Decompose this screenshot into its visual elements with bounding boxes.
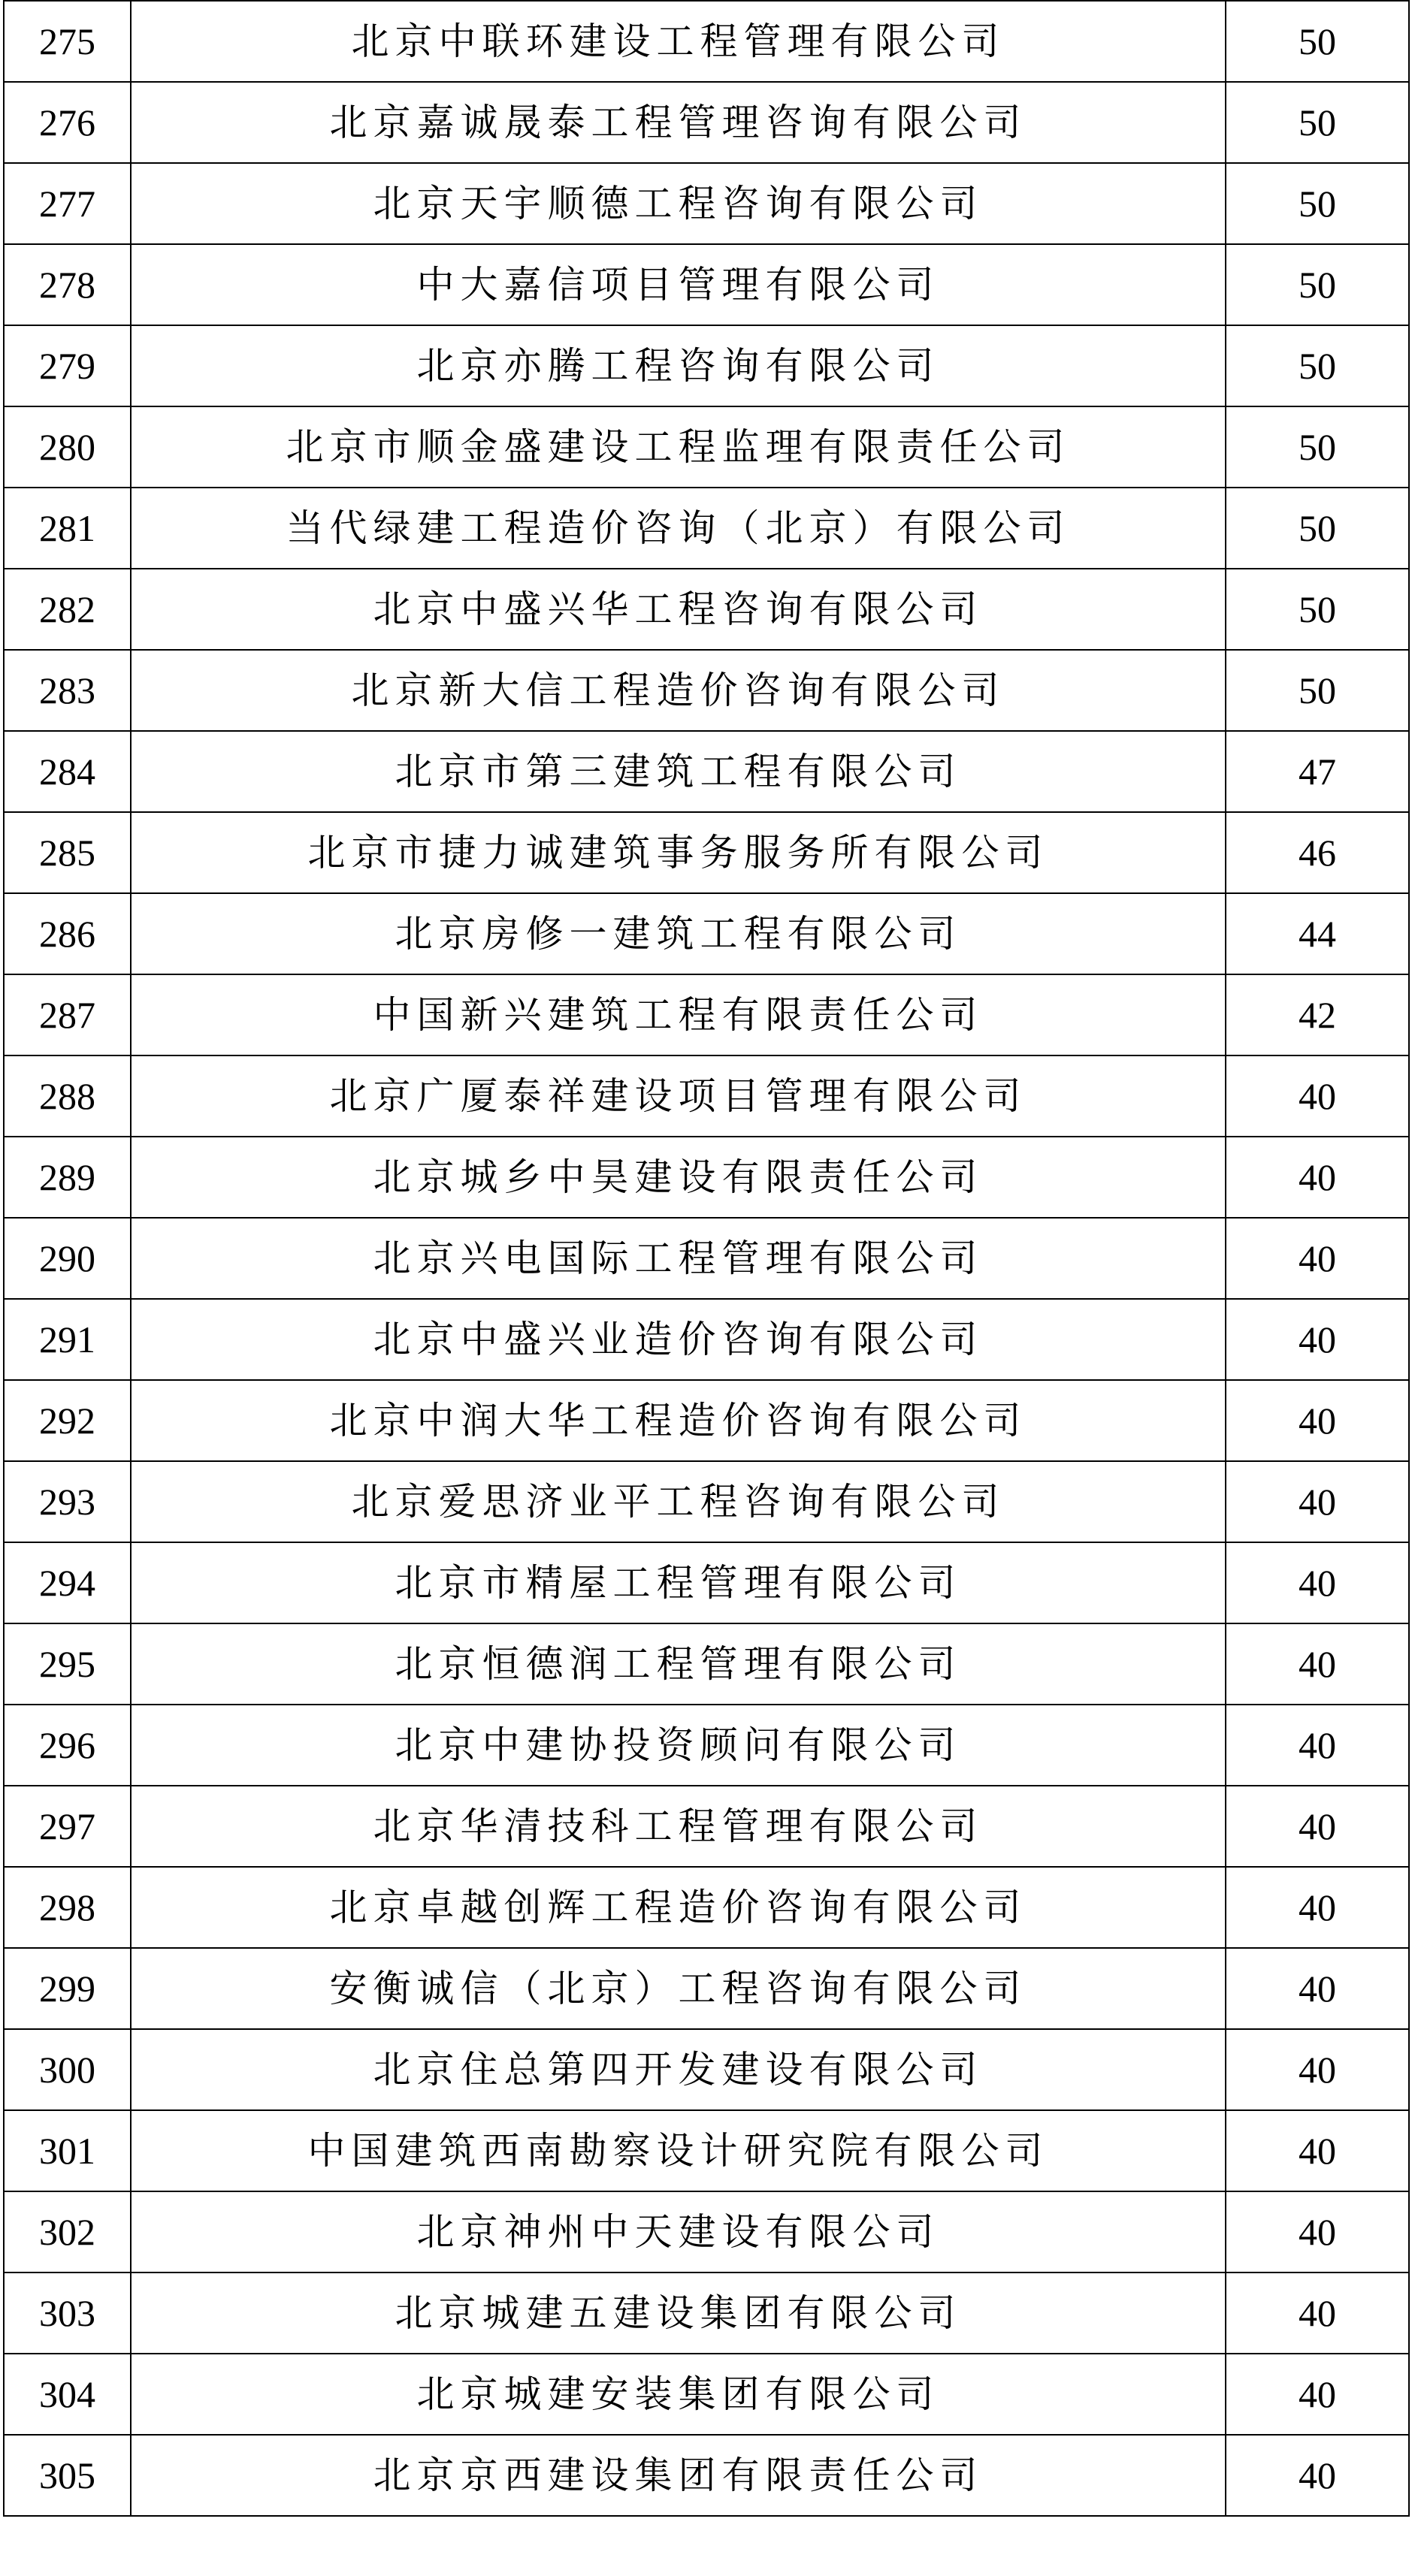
score-cell: 40 bbox=[1226, 2110, 1409, 2191]
table-row bbox=[4, 1542, 1409, 1623]
row-number-cell: 301 bbox=[4, 2110, 131, 2191]
row-number-cell: 291 bbox=[4, 1299, 131, 1380]
table-row bbox=[4, 244, 1409, 325]
row-number-cell: 276 bbox=[4, 82, 131, 163]
company-name-cell: 北京神州中天建设有限公司 bbox=[131, 2191, 1226, 2272]
company-name-cell: 北京恒德润工程管理有限公司 bbox=[131, 1623, 1226, 1705]
company-name-cell: 中国新兴建筑工程有限责任公司 bbox=[131, 974, 1226, 1055]
table-row bbox=[4, 1623, 1409, 1705]
row-number-cell: 288 bbox=[4, 1055, 131, 1137]
table-row bbox=[4, 893, 1409, 974]
score-cell: 46 bbox=[1226, 812, 1409, 893]
company-name-cell: 中国建筑西南勘察设计研究院有限公司 bbox=[131, 2110, 1226, 2191]
company-name-cell: 北京城建五建设集团有限公司 bbox=[131, 2272, 1226, 2354]
score-cell: 50 bbox=[1226, 569, 1409, 650]
score-cell: 40 bbox=[1226, 1542, 1409, 1623]
row-number-cell: 300 bbox=[4, 2029, 131, 2110]
row-number-cell: 284 bbox=[4, 731, 131, 812]
score-cell: 40 bbox=[1226, 2272, 1409, 2354]
row-number-cell: 298 bbox=[4, 1867, 131, 1948]
company-name-cell: 北京中润大华工程造价咨询有限公司 bbox=[131, 1380, 1226, 1461]
row-number-cell: 279 bbox=[4, 325, 131, 406]
row-number-cell: 297 bbox=[4, 1786, 131, 1867]
company-name-cell: 中大嘉信项目管理有限公司 bbox=[131, 244, 1226, 325]
company-name-cell: 北京中盛兴华工程咨询有限公司 bbox=[131, 569, 1226, 650]
score-cell: 50 bbox=[1226, 650, 1409, 731]
row-number-cell: 285 bbox=[4, 812, 131, 893]
row-number-cell: 294 bbox=[4, 1542, 131, 1623]
company-name-cell: 北京中建协投资顾问有限公司 bbox=[131, 1705, 1226, 1786]
table-row bbox=[4, 2110, 1409, 2191]
row-number-cell: 290 bbox=[4, 1218, 131, 1299]
row-number-cell: 303 bbox=[4, 2272, 131, 2354]
row-number-cell: 286 bbox=[4, 893, 131, 974]
score-cell: 40 bbox=[1226, 2029, 1409, 2110]
company-name-cell: 北京爱思济业平工程咨询有限公司 bbox=[131, 1461, 1226, 1542]
row-number-cell: 280 bbox=[4, 406, 131, 488]
table-row bbox=[4, 974, 1409, 1055]
row-number-cell: 304 bbox=[4, 2354, 131, 2435]
score-cell: 40 bbox=[1226, 1137, 1409, 1218]
row-number-cell: 287 bbox=[4, 974, 131, 1055]
company-name-cell: 北京市顺金盛建设工程监理有限责任公司 bbox=[131, 406, 1226, 488]
score-cell: 50 bbox=[1226, 406, 1409, 488]
table-row bbox=[4, 1867, 1409, 1948]
company-name-cell: 北京市精屋工程管理有限公司 bbox=[131, 1542, 1226, 1623]
table-row bbox=[4, 1705, 1409, 1786]
row-number-cell: 302 bbox=[4, 2191, 131, 2272]
score-cell: 40 bbox=[1226, 1705, 1409, 1786]
company-name-cell: 北京亦腾工程咨询有限公司 bbox=[131, 325, 1226, 406]
row-number-cell: 299 bbox=[4, 1948, 131, 2029]
company-name-cell: 北京新大信工程造价咨询有限公司 bbox=[131, 650, 1226, 731]
score-cell: 44 bbox=[1226, 893, 1409, 974]
row-number-cell: 275 bbox=[4, 1, 131, 82]
company-name-cell: 北京中联环建设工程管理有限公司 bbox=[131, 1, 1226, 82]
company-name-cell: 北京京西建设集团有限责任公司 bbox=[131, 2435, 1226, 2516]
table-row bbox=[4, 812, 1409, 893]
table-row bbox=[4, 1461, 1409, 1542]
score-cell: 50 bbox=[1226, 325, 1409, 406]
score-cell: 40 bbox=[1226, 1623, 1409, 1705]
row-number-cell: 295 bbox=[4, 1623, 131, 1705]
table-row bbox=[4, 1299, 1409, 1380]
score-cell: 40 bbox=[1226, 2435, 1409, 2516]
row-number-cell: 289 bbox=[4, 1137, 131, 1218]
table-body bbox=[4, 1, 1409, 2516]
company-name-cell: 北京市捷力诚建筑事务服务所有限公司 bbox=[131, 812, 1226, 893]
row-number-cell: 305 bbox=[4, 2435, 131, 2516]
row-number-cell: 283 bbox=[4, 650, 131, 731]
score-cell: 40 bbox=[1226, 1055, 1409, 1137]
table-row bbox=[4, 82, 1409, 163]
table-row bbox=[4, 2191, 1409, 2272]
table-row bbox=[4, 488, 1409, 569]
score-cell: 40 bbox=[1226, 1380, 1409, 1461]
score-cell: 42 bbox=[1226, 974, 1409, 1055]
score-cell: 40 bbox=[1226, 1786, 1409, 1867]
score-cell: 50 bbox=[1226, 163, 1409, 244]
company-name-cell: 北京华清技科工程管理有限公司 bbox=[131, 1786, 1226, 1867]
row-number-cell: 293 bbox=[4, 1461, 131, 1542]
table-row bbox=[4, 1786, 1409, 1867]
table-row bbox=[4, 325, 1409, 406]
table-row bbox=[4, 731, 1409, 812]
table-row bbox=[4, 2029, 1409, 2110]
row-number-cell: 282 bbox=[4, 569, 131, 650]
company-name-cell: 北京卓越创辉工程造价咨询有限公司 bbox=[131, 1867, 1226, 1948]
company-name-cell: 北京中盛兴业造价咨询有限公司 bbox=[131, 1299, 1226, 1380]
table-row bbox=[4, 650, 1409, 731]
table-row bbox=[4, 406, 1409, 488]
table-row bbox=[4, 1948, 1409, 2029]
table-row bbox=[4, 2354, 1409, 2435]
row-number-cell: 292 bbox=[4, 1380, 131, 1461]
score-cell: 40 bbox=[1226, 1867, 1409, 1948]
company-name-cell: 北京城建安装集团有限公司 bbox=[131, 2354, 1226, 2435]
score-cell: 50 bbox=[1226, 244, 1409, 325]
table-row bbox=[4, 1380, 1409, 1461]
company-name-cell: 当代绿建工程造价咨询（北京）有限公司 bbox=[131, 488, 1226, 569]
company-name-cell: 北京房修一建筑工程有限公司 bbox=[131, 893, 1226, 974]
row-number-cell: 278 bbox=[4, 244, 131, 325]
table-row bbox=[4, 1, 1409, 82]
company-name-cell: 北京嘉诚晟泰工程管理咨询有限公司 bbox=[131, 82, 1226, 163]
score-cell: 47 bbox=[1226, 731, 1409, 812]
score-cell: 50 bbox=[1226, 488, 1409, 569]
company-name-cell: 北京市第三建筑工程有限公司 bbox=[131, 731, 1226, 812]
company-name-cell: 北京兴电国际工程管理有限公司 bbox=[131, 1218, 1226, 1299]
company-name-cell: 北京天宇顺德工程咨询有限公司 bbox=[131, 163, 1226, 244]
row-number-cell: 277 bbox=[4, 163, 131, 244]
score-cell: 50 bbox=[1226, 82, 1409, 163]
company-name-cell: 安衡诚信（北京）工程咨询有限公司 bbox=[131, 1948, 1226, 2029]
score-cell: 40 bbox=[1226, 2354, 1409, 2435]
table-row bbox=[4, 2435, 1409, 2516]
score-cell: 40 bbox=[1226, 1948, 1409, 2029]
table-row bbox=[4, 2272, 1409, 2354]
table-row bbox=[4, 1137, 1409, 1218]
company-name-cell: 北京住总第四开发建设有限公司 bbox=[131, 2029, 1226, 2110]
table-row bbox=[4, 1218, 1409, 1299]
row-number-cell: 281 bbox=[4, 488, 131, 569]
score-cell: 40 bbox=[1226, 1218, 1409, 1299]
score-cell: 40 bbox=[1226, 1461, 1409, 1542]
company-score-table bbox=[3, 0, 1410, 2517]
score-cell: 40 bbox=[1226, 2191, 1409, 2272]
row-number-cell: 296 bbox=[4, 1705, 131, 1786]
score-cell: 50 bbox=[1226, 1, 1409, 82]
score-cell: 40 bbox=[1226, 1299, 1409, 1380]
company-name-cell: 北京广厦泰祥建设项目管理有限公司 bbox=[131, 1055, 1226, 1137]
table-row bbox=[4, 569, 1409, 650]
table-row bbox=[4, 1055, 1409, 1137]
company-name-cell: 北京城乡中昊建设有限责任公司 bbox=[131, 1137, 1226, 1218]
table-row bbox=[4, 163, 1409, 244]
